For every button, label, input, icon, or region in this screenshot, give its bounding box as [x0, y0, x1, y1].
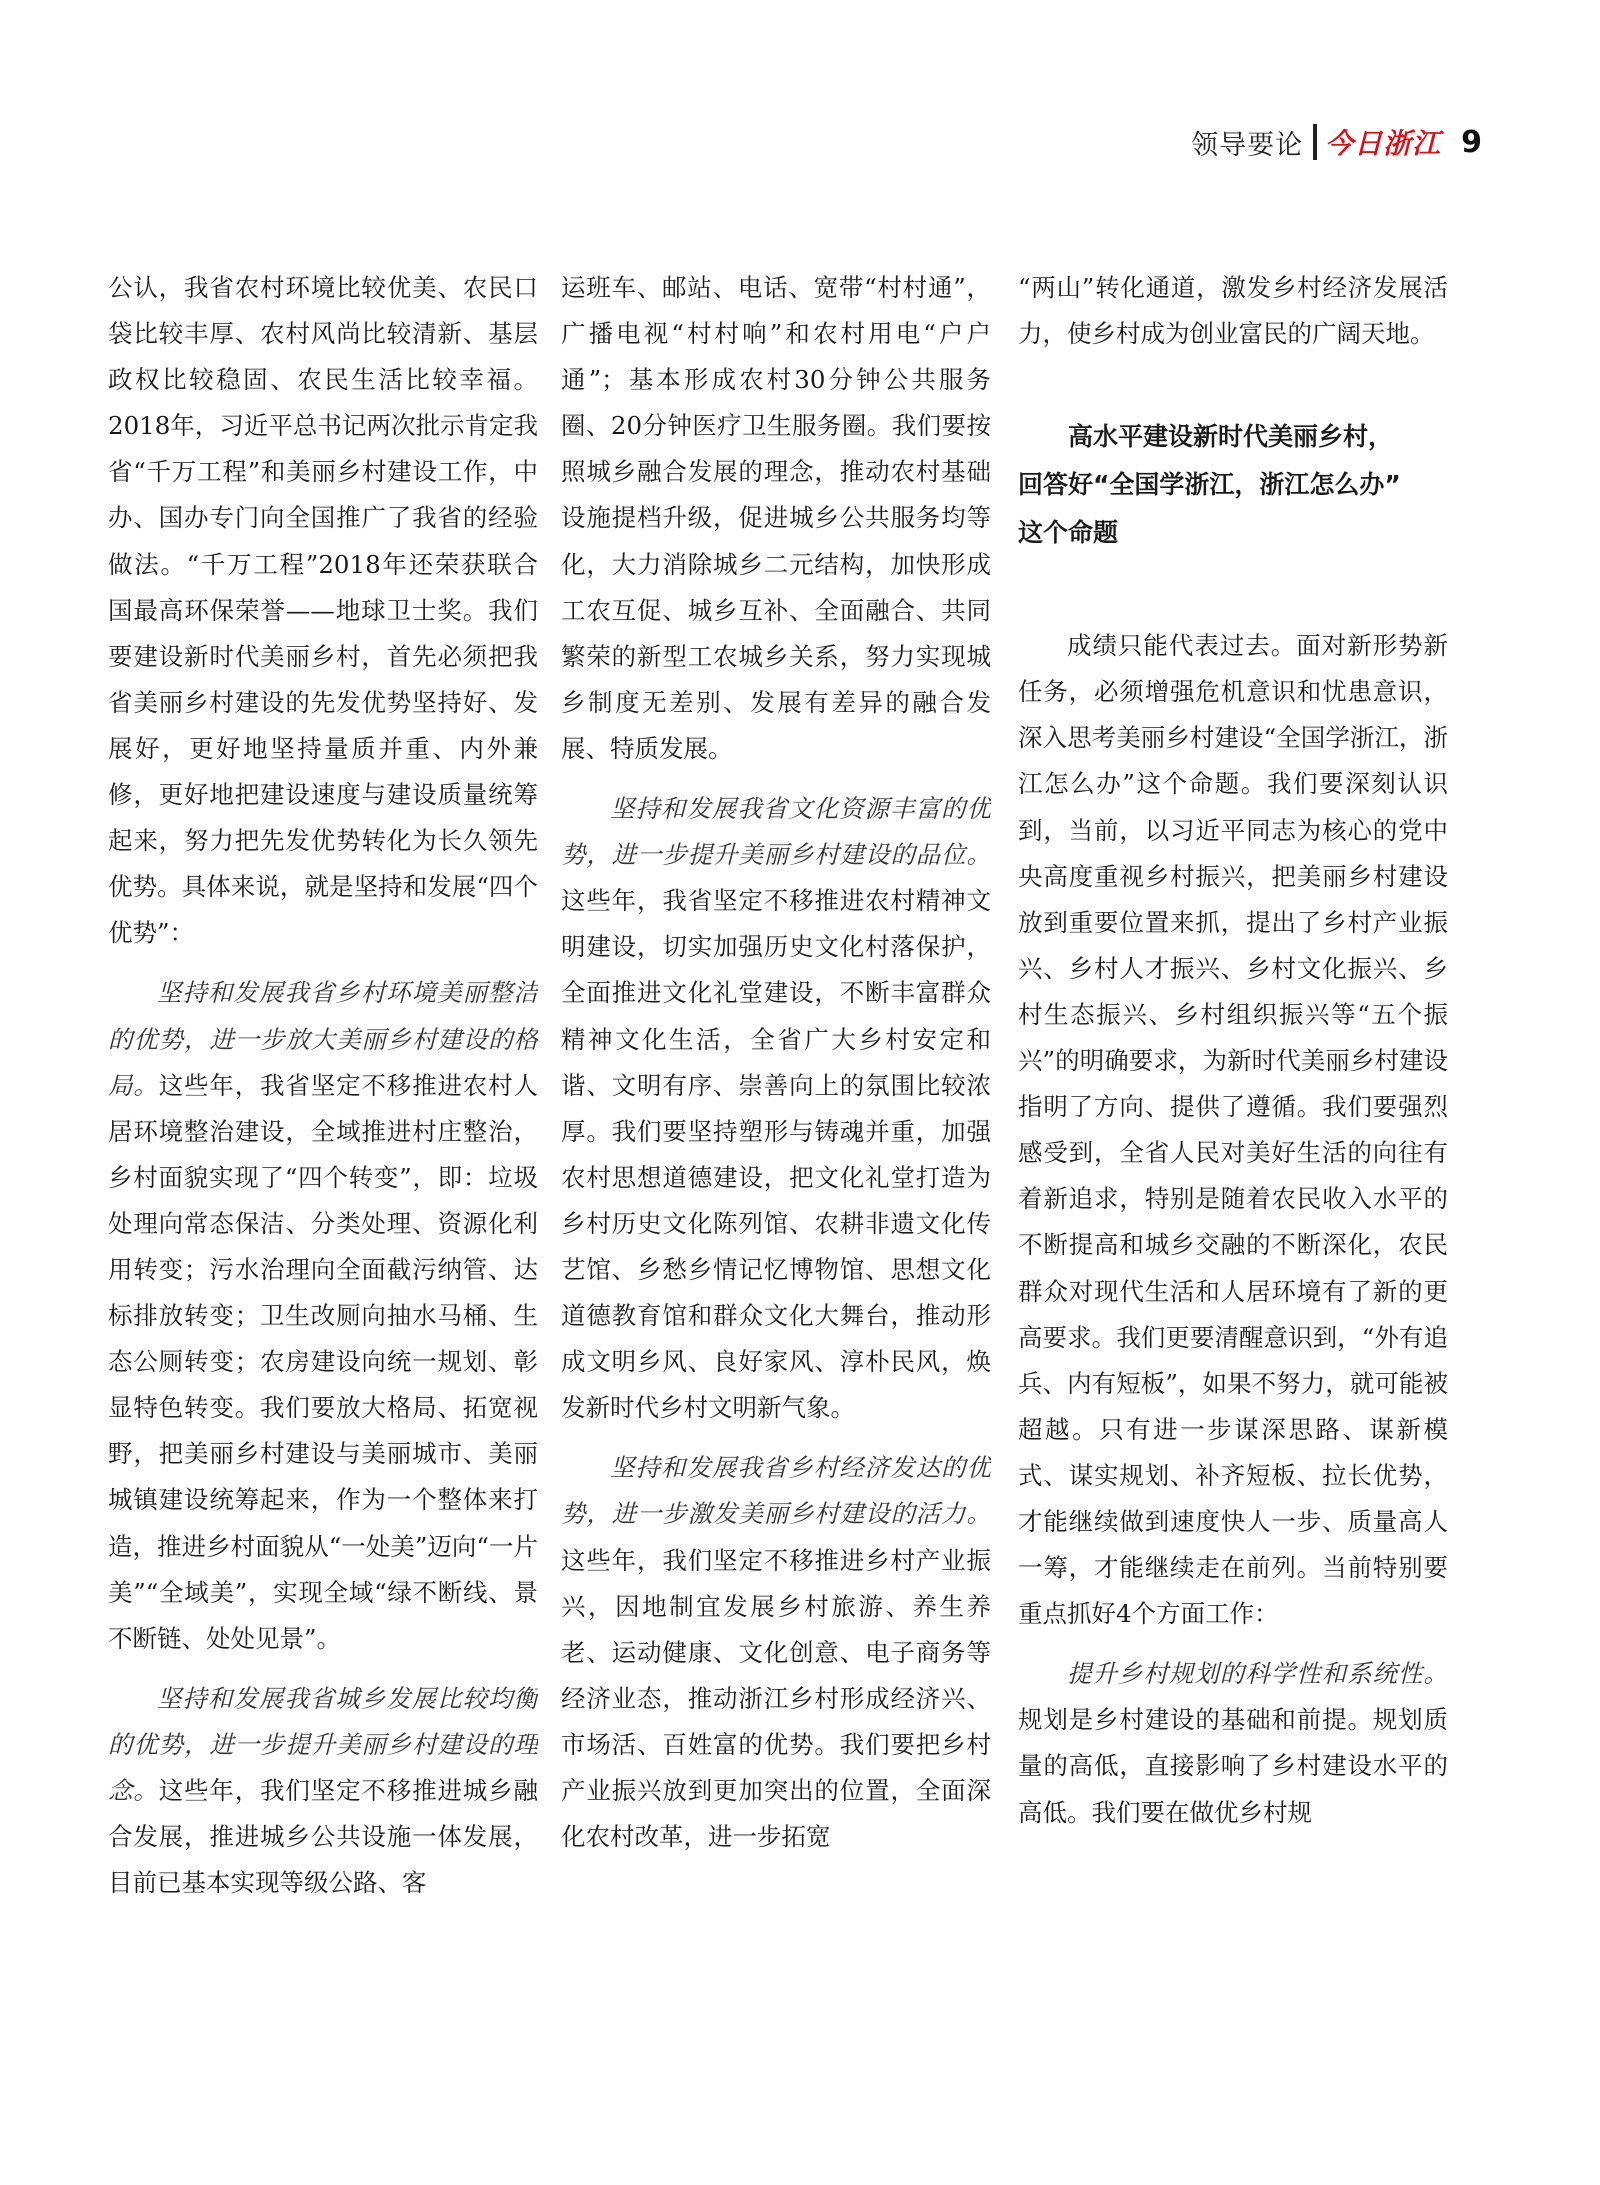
paragraph-body: 这些年，我们坚定不移推进城乡融合发展，推进城乡公共设施一体发展，目前已基本实现等级公路、客: [108, 1776, 538, 1898]
section-name: 领导要论: [1191, 129, 1304, 161]
heading-line: 这个命题: [1018, 518, 1119, 548]
paragraph: [561, 786, 991, 1431]
paragraph-body: 这些年，我们坚定不移推进乡村产业振兴，因地制宜发展乡村旅游、养生养老、运动健康、文化创意、电子商务等经济业态，推动浙江乡村形成经济兴、市场活、百姓富的优势。我们要把乡村产业振兴放到更加突出的位置，全面深化农村改革，进一步拓宽: [561, 1545, 991, 1852]
heading-line: 高水平建设新时代美丽乡村，: [1068, 422, 1394, 452]
paragraph-body: 这些年，我省坚定不移推进农村精神文明建设，切实加强历史文化村落保护，全面推进文化礼堂建设，不断丰富群众精神文化生活，全省广大乡村安定和谐、文明有序、崇善向上的氛围比较浓厚。我们要坚持塑形与铸魂并重，加强农村思想道德建设，把文化礼堂打造为乡村历史文化陈列馆、农耕非遗文化传艺馆、乡愁乡情记忆博物馆、思想文化道德教育馆和群众文化大舞台，推动形成文明乡风、良好家风、淳朴民风，焕发新时代乡村文明新气象。: [561, 886, 991, 1423]
paragraph: [561, 1445, 991, 1860]
paragraph: [108, 970, 538, 1661]
paragraph: 运班车、邮站、电话、宽带“村村通”，广播电视“村村响”和农村用电“户户通”；基本形成农村30分钟公共服务圈、20分钟医疗卫生服务圈。我们要按照城乡融合发展的理念，推动农村基础设施提档升级，促进城乡公共服务均等化，大力消除城乡二元结构，加快形成工农互促、城乡互补、全面融合、共同繁荣的新型工农城乡关系，努力实现城乡制度无差别、发展有差异的融合发展、特质发展。: [561, 273, 991, 763]
paragraph: 公认，我省农村环境比较优美、农民口袋比较丰厚、农村风尚比较清新、基层政权比较稳固、农民生活比较幸福。2018年，习近平总书记两次批示肯定我省“千万工程”和美丽乡村建设工作，中办、国办专门向全国推广了我省的经验做法。“千万工程”2018年还荣获联合国最高环保荣誉——地球卫士奖。我们要建设新时代美丽乡村，首先必须把我省美丽乡村建设的先发优势坚持好、发展好，更好地坚持量质并重、内外兼修，更好地把建设速度与建设质量统筹起来，努力把先发优势转化为长久领先优势。具体来说，就是坚持和发展“四个优势”：: [108, 273, 538, 948]
page-number: 9: [1461, 124, 1482, 160]
page-header: [1191, 122, 1482, 162]
paragraph: “两山”转化通道，激发乡村经济发展活力，使乡村成为创业富民的广阔天地。: [1018, 273, 1448, 349]
paragraph-lead: 坚持和发展我省文化资源丰富的优势，进一步提升美丽乡村建设的品位。: [561, 794, 991, 870]
heading-line: 回答好“全国学浙江，浙江怎么办”: [1018, 470, 1401, 500]
paragraph: [1018, 1651, 1448, 1835]
section-heading: [1018, 413, 1448, 557]
paragraph-lead: 提升乡村规划的科学性和系统性。: [1067, 1659, 1448, 1689]
header-divider: [1313, 124, 1317, 160]
paragraph-lead: 坚持和发展我省城乡发展比较均衡的优势，进一步提升美丽乡村建设的理念。: [108, 1683, 538, 1805]
column-3: [1018, 265, 1448, 1965]
paragraph: [108, 1676, 538, 1906]
paragraph: 成绩只能代表过去。面对新形势新任务，必须增强危机意识和忧患意识，深入思考美丽乡村建设“全国学浙江，浙江怎么办”这个命题。我们要深刻认识到，当前，以习近平同志为核心的党中央高度重视乡村振兴，把美丽乡村建设放到重要位置来抓，提出了乡村产业振兴、乡村人才振兴、乡村文化振兴、乡村生态振兴、乡村组织振兴等“五个振兴”的明确要求，为新时代美丽乡村建设指明了方向、提供了遵循。我们要强烈感受到，全省人民对美好生活的向往有着新追求，特别是随着农民收入水平的不断提高和城乡交融的不断深化，农民群众对现代生活和人居环境有了新的更高要求。我们更要清醒意识到，“外有追兵、内有短板”，如果不努力，就可能被超越。只有进一步谋深思路、谋新模式、谋实规划、补齐短板、拉长优势，才能继续做到速度快人一步、质量高人一筹，才能继续走在前列。当前特别要重点抓好4个方面工作：: [1018, 631, 1448, 1629]
paragraph-body: 规划是乡村建设的基础和前提。规划质量的高低，直接影响了乡村建设水平的高低。我们要在做优乡村规: [1018, 1705, 1448, 1827]
paragraph-body: 这些年，我省坚定不移推进农村人居环境整治建设，全域推进村庄整治，乡村面貌实现了“四个转变”，即：垃圾处理向常态保洁、分类处理、资源化利用转变；污水治理向全面截污纳管、达标排放转变；卫生改厕向抽水马桶、生态公厕转变；农房建设向统一规划、彰显特色转变。我们要放大格局、拓宽视野，把美丽乡村建设与美丽城市、美丽城镇建设统筹起来，作为一个整体来打造，推进乡村面貌从“一处美”迈向“一片美”“全域美”，实现全域“绿不断线、景不断链、处处见景”。: [108, 1070, 538, 1653]
column-1: [108, 265, 538, 1965]
paragraph-lead: 坚持和发展我省乡村经济发达的优势，进一步激发美丽乡村建设的活力。: [561, 1453, 991, 1529]
paragraph-lead: 坚持和发展我省乡村环境美丽整洁的优势，进一步放大美丽乡村建设的格局。: [108, 978, 538, 1100]
column-2: [561, 265, 991, 1965]
magazine-logo: 今日浙江: [1325, 127, 1442, 160]
